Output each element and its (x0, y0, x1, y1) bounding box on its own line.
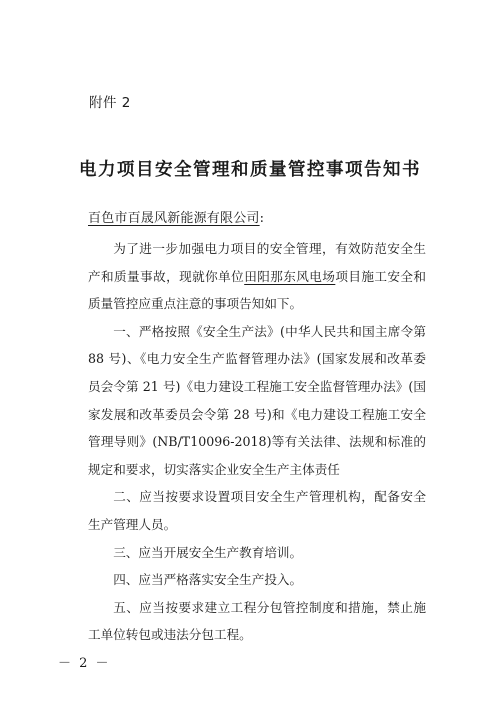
item-paragraph-4: 四、应当严格落实安全生产投入。 (113, 572, 303, 588)
intro-part2: 项目施工安全和质量管控应重点注意的事项告知如下。 (88, 268, 427, 312)
addressee (88, 207, 264, 226)
intro-paragraph (88, 235, 426, 318)
item-paragraph-3: 三、应当开展安全生产教育培训。 (113, 544, 303, 560)
attachment-label: 附件 2 (89, 95, 131, 111)
page-number: － 2 － (58, 656, 111, 671)
project-name: 田阳那东风电场 (244, 268, 336, 284)
document-title: 电力项目安全管理和质量管控事项告知书 (79, 160, 421, 180)
item-paragraph-5: 五、应当按要求建立工程分包管控制度和措施，禁止施工单位转包或违法分包工程。 (88, 599, 426, 643)
intro-part1: 为了进一步加强电力项目的安全管理，有效防范安全生产和质量事故，现就你单位 (88, 241, 426, 284)
item-paragraph-1: 一、严格按照《安全生产法》(中华人民共和国主席令第 88 号)、《电力安全生产监督管理办法》(国家发展和改革委员会令第 21 号)《电力建设工程施工安全监督管理办法》(国家发展和改革委员会令第 28 号)和《电力建设工程施工安全管理导则》(NB/T10096-2018)等有关法律、法规和标准的规定和要求，切实落实企业安全生产主体责任 (88, 323, 426, 477)
document-body (88, 235, 426, 649)
item-paragraph-2: 二、应当按要求设置项目安全生产管理机构，配备安全生产管理人员。 (88, 489, 426, 532)
addressee-company: 百色市百晟风新能源有限公司 (88, 211, 260, 226)
addressee-colon: : (259, 211, 265, 226)
